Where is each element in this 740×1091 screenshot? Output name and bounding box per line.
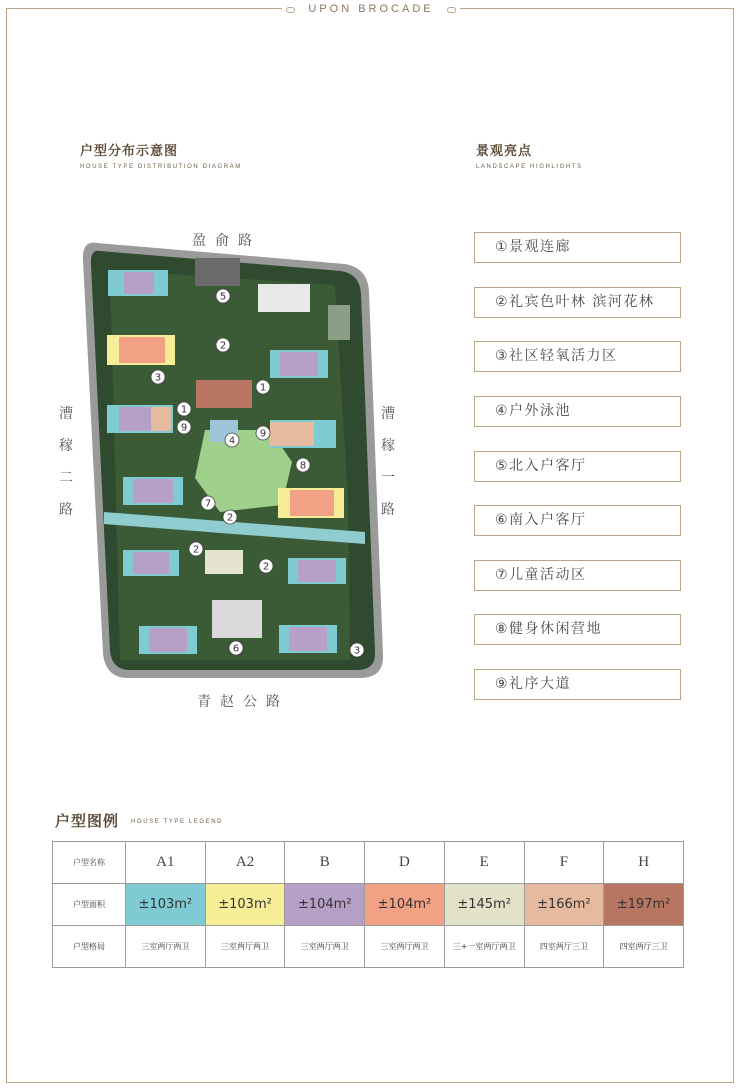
distribution-subtitle: HOUSE TYPE DISTRIBUTION DIAGRAM bbox=[80, 164, 242, 170]
map-marker-2 bbox=[216, 338, 230, 352]
type-name-a1: A1 bbox=[126, 842, 206, 884]
svg-text:2: 2 bbox=[192, 544, 200, 556]
legend-title: 户型图例 bbox=[55, 812, 120, 830]
type-name-d: D bbox=[365, 842, 445, 884]
type-layout-e: 三+一室两厅两卫 bbox=[444, 926, 524, 968]
highlight-item: ④户外泳池 bbox=[474, 396, 681, 427]
svg-text:2: 2 bbox=[262, 561, 270, 573]
highlight-item: ⑦儿童活动区 bbox=[474, 560, 681, 591]
svg-text:8: 8 bbox=[299, 460, 307, 472]
map-marker-8 bbox=[296, 458, 310, 472]
row-label-name: 户型名称 bbox=[53, 842, 126, 884]
highlight-item: ②礼宾色叶林 滨河花林 bbox=[474, 287, 681, 318]
map-marker-5 bbox=[216, 289, 230, 303]
map-marker-3 bbox=[350, 643, 364, 657]
row-label-layout: 户型格局 bbox=[53, 926, 126, 968]
type-area-a2: ±103m² bbox=[205, 884, 285, 926]
type-area-f: ±166m² bbox=[524, 884, 604, 926]
legend-subtitle: HOUSE TYPE LEGEND bbox=[131, 819, 224, 825]
landscape-subtitle: LANDSCAPE HIGHLIGHTS bbox=[476, 164, 583, 170]
road-north: 盈俞路 bbox=[192, 233, 261, 249]
map-marker-7 bbox=[201, 496, 215, 510]
map-marker-9 bbox=[256, 426, 270, 440]
map-marker-1 bbox=[177, 402, 191, 416]
type-name-b: B bbox=[285, 842, 365, 884]
type-layout-d: 三室两厅两卫 bbox=[365, 926, 445, 968]
type-area-a1: ±103m² bbox=[126, 884, 206, 926]
svg-text:4: 4 bbox=[228, 435, 236, 447]
type-area-e: ±145m² bbox=[444, 884, 524, 926]
svg-text:1: 1 bbox=[180, 404, 188, 416]
type-name-a2: A2 bbox=[205, 842, 285, 884]
type-area-d: ±104m² bbox=[365, 884, 445, 926]
map-marker-3 bbox=[151, 370, 165, 384]
map-marker-2 bbox=[259, 559, 273, 573]
svg-text:6: 6 bbox=[232, 643, 240, 655]
road-east: 漕稼一路 bbox=[381, 406, 395, 518]
map-marker-2 bbox=[223, 510, 237, 524]
svg-text:1: 1 bbox=[259, 382, 267, 394]
type-layout-h: 四室两厅三卫 bbox=[604, 926, 684, 968]
svg-text:3: 3 bbox=[353, 645, 361, 657]
type-area-h: ±197m² bbox=[604, 884, 684, 926]
svg-text:5: 5 bbox=[219, 291, 227, 303]
road-west: 漕稼二路 bbox=[59, 406, 73, 518]
svg-text:9: 9 bbox=[180, 422, 188, 434]
type-area-b: ±104m² bbox=[285, 884, 365, 926]
highlight-item: ③社区轻氧活力区 bbox=[474, 341, 681, 372]
highlight-item: ①景观连廊 bbox=[474, 232, 681, 263]
highlight-item: ⑨礼序大道 bbox=[474, 669, 681, 700]
map-marker-4 bbox=[225, 433, 239, 447]
map-marker-6 bbox=[229, 641, 243, 655]
type-layout-a2: 三室两厅两卫 bbox=[205, 926, 285, 968]
type-layout-a1: 三室两厅两卫 bbox=[126, 926, 206, 968]
svg-text:2: 2 bbox=[226, 512, 234, 524]
type-layout-f: 四室两厅三卫 bbox=[524, 926, 604, 968]
type-name-e: E bbox=[444, 842, 524, 884]
type-name-h: H bbox=[604, 842, 684, 884]
row-label-area: 户型面积 bbox=[53, 884, 126, 926]
highlight-item: ⑤北入户客厅 bbox=[474, 451, 681, 482]
map-marker-9 bbox=[177, 420, 191, 434]
map-marker-2 bbox=[189, 542, 203, 556]
svg-text:9: 9 bbox=[259, 428, 267, 440]
highlight-item: ⑧健身休闲营地 bbox=[474, 614, 681, 645]
type-name-f: F bbox=[524, 842, 604, 884]
type-layout-b: 三室两厅两卫 bbox=[285, 926, 365, 968]
road-south: 青赵公路 bbox=[197, 694, 289, 710]
map-marker-1 bbox=[256, 380, 270, 394]
svg-text:2: 2 bbox=[219, 340, 227, 352]
svg-text:7: 7 bbox=[204, 498, 212, 510]
landscape-title: 景观亮点 bbox=[476, 144, 533, 159]
svg-text:3: 3 bbox=[154, 372, 162, 384]
distribution-title: 户型分布示意图 bbox=[80, 144, 179, 159]
brand-name: UPON BROCADE bbox=[308, 3, 434, 15]
building-h bbox=[196, 380, 252, 408]
highlight-item: ⑥南入户客厅 bbox=[474, 505, 681, 536]
house-type-legend-table bbox=[52, 841, 684, 968]
